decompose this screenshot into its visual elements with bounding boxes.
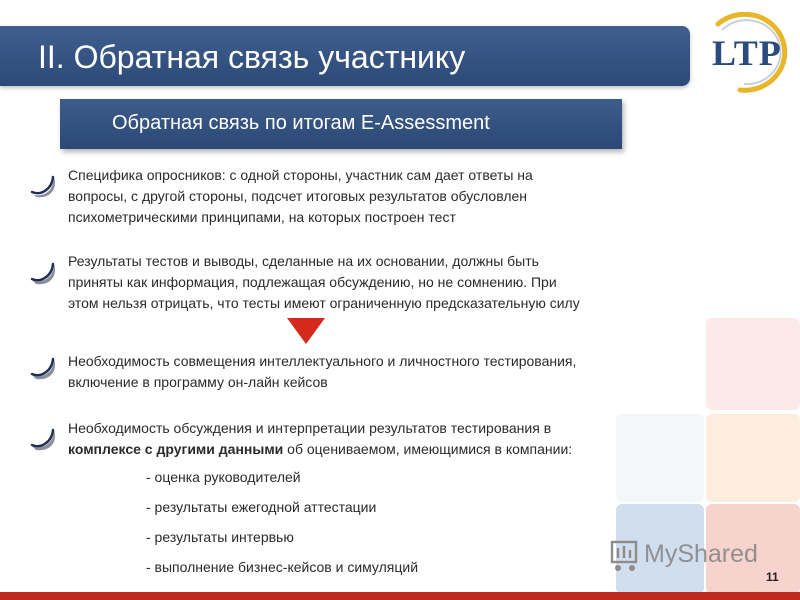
slide-subtitle: Обратная связь по итогам E-Assessment [112, 112, 490, 134]
bullet-item [68, 251, 580, 314]
bullet-line-rest: об оцениваемом, имеющимися в компании: [283, 441, 573, 457]
bullet-line: Результаты тестов и выводы, сделанные на их основании, должны быть [68, 253, 539, 269]
slide-title: II. Обратная связь участнику [38, 39, 466, 75]
bullet-line: включение в программу он-лайн кейсов [68, 374, 328, 390]
bullet-line: Необходимость обсуждения и интерпретации результатов тестирования в [68, 420, 552, 436]
crescent-bullet-icon [24, 345, 64, 381]
bullet-line: вопросы, с другой стороны, подсчет итоговых результатов обусловлен [68, 188, 527, 204]
bg-tile [706, 318, 800, 410]
bullet-line: Необходимость совмещения интеллектуального и личностного тестирования, [68, 353, 577, 369]
bottom-accent-bar [0, 592, 800, 600]
bullet-line: приняты как информация, подлежащая обсуждению, но не сомнению. При [68, 274, 557, 290]
bullet-item [68, 165, 533, 228]
bold-phrase: комплексе с другими данными [68, 441, 284, 457]
watermark-text: MyShared [644, 540, 758, 568]
title-bar [0, 26, 690, 86]
sub-list-item: - оценка руководителей [146, 469, 301, 485]
crescent-bullet-icon [24, 250, 64, 286]
sub-list-item: - выполнение бизнес-кейсов и симуляций [146, 559, 419, 575]
watermark [608, 536, 768, 576]
bullet-line [68, 439, 572, 460]
sub-list-item: - результаты ежегодной аттестации [146, 499, 377, 515]
company-logo [700, 12, 794, 94]
sub-list-item: - результаты интервью [146, 529, 294, 545]
bullet-line: Специфика опросников: с одной стороны, участник сам дает ответы на [68, 167, 533, 183]
bg-tile [706, 414, 800, 502]
subtitle-bar [60, 99, 622, 149]
page-number: 11 [766, 570, 779, 584]
bg-tile [616, 414, 704, 502]
bullet-item [68, 351, 576, 393]
crescent-bullet-icon [24, 163, 64, 199]
bullet-line: психометрическими принципами, на которых построен тест [68, 209, 456, 225]
bullet-line: этом нельзя отрицать, что тесты имеют ограниченную предсказательную силу [68, 295, 580, 311]
logo-text: LTP [712, 33, 782, 73]
shopping-cart-icon [608, 538, 642, 574]
bullet-item [68, 418, 572, 460]
down-arrow-icon [287, 318, 325, 344]
crescent-bullet-icon [24, 416, 64, 452]
